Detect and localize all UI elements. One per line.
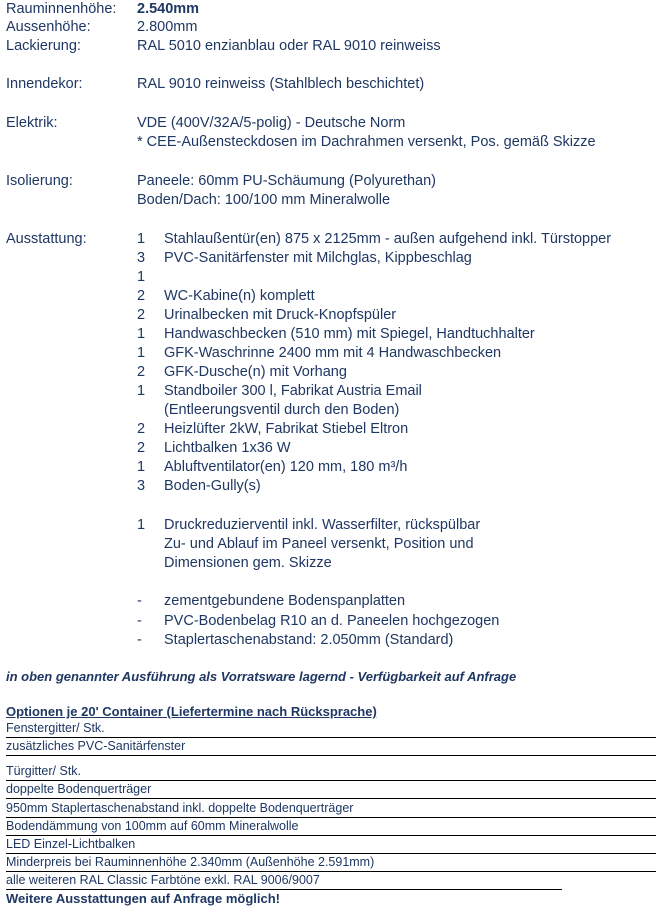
equip-qty: 3 [137,478,146,494]
equip-text: PVC-Sanitärfenster mit Milchglas, Kippbeschlag [164,250,472,266]
raum-value: 2.540mm [137,1,200,17]
raum-label: Rauminnenhöhe: [6,1,117,17]
divider [6,853,656,854]
divider [6,780,656,781]
equip-qty: 1 [137,326,146,342]
floor-dash: - [137,613,142,629]
aussen-label: Aussenhöhe: [6,19,91,35]
option-item: Bodendämmung von 100mm auf 60mm Mineralwolle [6,819,299,833]
equip-text: Urinalbecken mit Druck-Knopfspüler [164,307,397,323]
divider [6,889,562,890]
iso-line1: Paneele: 60mm PU-Schäumung (Polyurethan) [137,173,437,189]
equip-qty: 1 [137,345,146,361]
equip-qty: 2 [137,288,146,304]
valve-line1: Druckreduzierventil inkl. Wasserfilter, rückspülbar [164,517,481,533]
equip-qty: 1 [137,231,146,247]
option-item: Türgitter/ Stk. [6,764,82,778]
floor-text: PVC-Bodenbelag R10 an d. Paneelen hochgezogen [164,613,500,629]
equip-text: Handwaschbecken (510 mm) mit Spiegel, Handtuchhalter [164,326,535,342]
equip-text: Standboiler 300 l, Fabrikat Austria Email [164,383,422,399]
equip-qty: 1 [137,269,146,285]
equip-qty: 2 [137,364,146,380]
equip-text: Stahlaußentür(en) 875 x 2125mm - außen aufgehend inkl. Türstopper [164,231,612,247]
elektrik-label: Elektrik: [6,115,58,131]
divider [6,817,656,818]
innen-value: RAL 9010 reinweiss (Stahlblech beschichtet) [137,76,425,92]
final-note: Weitere Ausstattungen auf Anfrage möglich! [6,891,280,906]
equip-text: Abluftventilator(en) 120 mm, 180 m³/h [164,459,408,475]
equip-text: Heizlüfter 2kW, Fabrikat Stiebel Eltron [164,421,409,437]
option-item: 950mm Staplertaschenabstand inkl. doppelte Bodenquerträger [6,801,354,815]
divider [6,835,656,836]
divider [6,871,656,872]
innen-label: Innendekor: [6,76,83,92]
iso-label: Isolierung: [6,173,73,189]
equip-text: GFK-Dusche(n) mit Vorhang [164,364,347,380]
equip-qty: 2 [137,440,146,456]
divider [6,737,656,738]
divider [6,798,656,799]
elektrik-line1: VDE (400V/32A/5-polig) - Deutsche Norm [137,115,406,131]
valve-line2: Zu- und Ablauf im Paneel versenkt, Position und [164,536,474,552]
option-item: Fenstergitter/ Stk. [6,721,105,735]
equip-qty: 1 [137,383,146,399]
elektrik-line2: * CEE-Außensteckdosen im Dachrahmen versenkt, Pos. gemäß Skizze [137,134,596,150]
option-item: LED Einzel-Lichtbalken [6,837,136,851]
equip-text: WC-Kabine(n) komplett [164,288,315,304]
valve-line3: Dimensionen gem. Skizze [164,555,332,571]
divider [6,755,656,756]
floor-dash: - [137,593,142,609]
equip-text: GFK-Waschrinne 2400 mm mit 4 Handwaschbecken [164,345,502,361]
valve-qty: 1 [137,517,146,533]
equip-qty: 2 [137,421,146,437]
option-item: alle weiteren RAL Classic Farbtöne exkl. RAL 9006/9007 [6,873,320,887]
floor-text: Staplertaschenabstand: 2.050mm (Standard) [164,632,454,648]
lack-label: Lackierung: [6,38,81,54]
equip-text: Lichtbalken 1x36 W [164,440,291,456]
floor-text: zementgebundene Bodenspanplatten [164,593,406,609]
option-item: Minderpreis bei Rauminnenhöhe 2.340mm (Außenhöhe 2.591mm) [6,855,375,869]
options-heading: Optionen je 20' Container (Liefertermine nach Rücksprache) [6,704,377,719]
stock-note: in oben genannter Ausführung als Vorratsware lagernd - Verfügbarkeit auf Anfrage [6,669,517,684]
floor-dash: - [137,632,142,648]
equip-text: (Entleerungsventil durch den Boden) [164,402,400,418]
equip-qty: 1 [137,459,146,475]
option-item: zusätzliches PVC-Sanitärfenster [6,739,186,753]
equip-qty: 2 [137,307,146,323]
equip-text: Boden-Gully(s) [164,478,261,494]
aus-label: Ausstattung: [6,231,87,247]
equip-qty: 3 [137,250,146,266]
aussen-value: 2.800mm [137,19,198,35]
option-item: doppelte Bodenquerträger [6,782,152,796]
iso-line2: Boden/Dach: 100/100 mm Mineralwolle [137,192,391,208]
lack-value: RAL 5010 enzianblau oder RAL 9010 reinweiss [137,38,441,54]
